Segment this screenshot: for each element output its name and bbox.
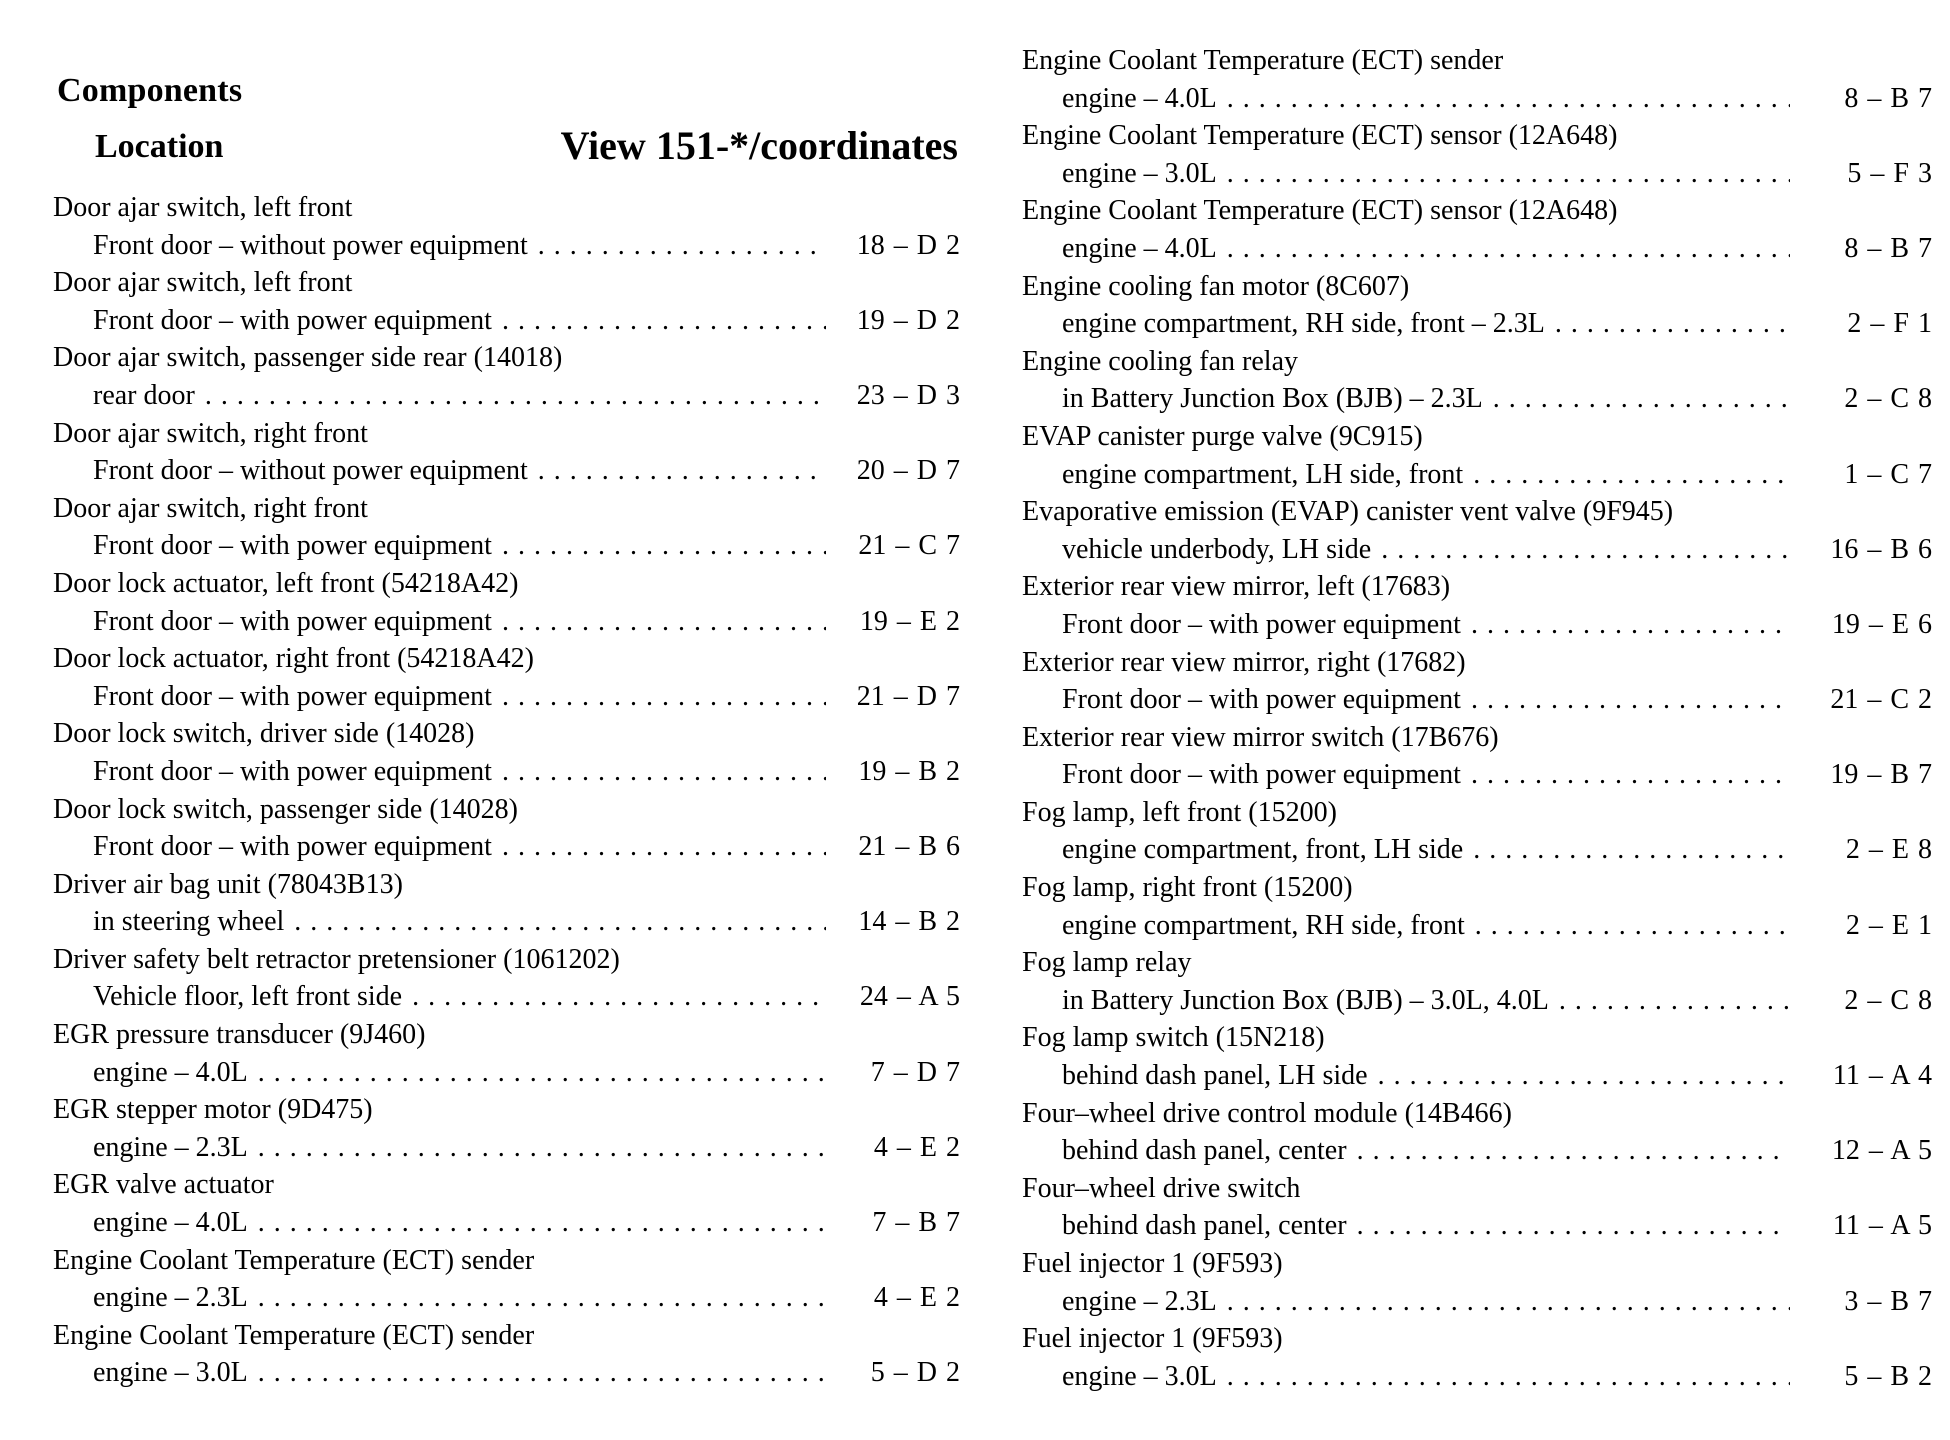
dot-leader: [1473, 456, 1790, 494]
component-name: Engine Coolant Temperature (ECT) sensor (12A648): [1022, 195, 1618, 227]
component-location: engine compartment, RH side, front: [1062, 909, 1465, 941]
dot-leader: [1471, 756, 1790, 794]
location-column-header: Location: [95, 128, 224, 165]
view-coordinate: 2 – E 1: [1845, 909, 1932, 941]
view-column-header: View 151-*/coordinates: [560, 123, 958, 168]
index-entry: [53, 640, 960, 715]
index-entry: [53, 565, 960, 640]
dot-leader: [502, 753, 826, 791]
left-entries-list: [53, 189, 960, 1392]
component-name: Four–wheel drive control module (14B466): [1022, 1097, 1512, 1129]
view-coordinate: 7 – B 7: [872, 1207, 960, 1239]
view-coordinate: 24 – A 5: [859, 981, 960, 1013]
location-row: [53, 1354, 960, 1392]
section-title: Components: [57, 72, 243, 109]
location-row: [53, 678, 960, 716]
component-name: Door lock switch, passenger side (14028): [53, 793, 519, 825]
view-coordinate: 19 – D 2: [856, 304, 960, 336]
component-location: engine – 3.0L: [1062, 1360, 1217, 1392]
dot-leader: [1471, 681, 1790, 719]
location-row: [53, 302, 960, 340]
component-location: Front door – without power equipment: [93, 455, 528, 487]
location-row: [1022, 1283, 1932, 1321]
index-entry: [1022, 869, 1932, 944]
location-row: [1022, 531, 1932, 569]
index-entry: [53, 791, 960, 866]
dot-leader: [538, 452, 826, 490]
component-name: Door lock switch, driver side (14028): [53, 718, 475, 750]
index-entry: [53, 490, 960, 565]
location-row: [1022, 1057, 1932, 1095]
view-coordinate: 5 – B 2: [1844, 1360, 1932, 1392]
view-coordinate: 7 – D 7: [870, 1056, 960, 1088]
location-row: [1022, 80, 1932, 118]
dot-leader: [1227, 1358, 1790, 1396]
component-location: in steering wheel: [93, 906, 285, 938]
dot-leader: [1227, 1283, 1790, 1321]
location-row: [53, 377, 960, 415]
component-name: Evaporative emission (EVAP) canister vent valve (9F945): [1022, 496, 1674, 528]
component-name: Exterior rear view mirror, left (17683): [1022, 571, 1451, 603]
component-location: Front door – with power equipment: [1062, 608, 1461, 640]
view-coordinate: 19 – E 2: [859, 605, 960, 637]
index-entry: [1022, 42, 1932, 117]
dot-leader: [258, 1354, 826, 1392]
index-entry: [1022, 944, 1932, 1019]
location-row: [1022, 681, 1932, 719]
view-coordinate: 19 – B 2: [858, 755, 960, 787]
dot-leader: [1227, 80, 1790, 118]
dot-leader: [1559, 982, 1790, 1020]
location-row: [53, 753, 960, 791]
dot-leader: [1493, 380, 1790, 418]
component-location: Vehicle floor, left front side: [93, 981, 403, 1013]
location-row: [1022, 831, 1932, 869]
component-location: engine compartment, front, LH side: [1062, 834, 1464, 866]
component-location: engine – 4.0L: [93, 1056, 248, 1088]
component-location: in Battery Junction Box (BJB) – 3.0L, 4.0L: [1062, 984, 1549, 1016]
location-row: [53, 828, 960, 866]
component-location: rear door: [93, 379, 195, 411]
component-name: EVAP canister purge valve (9C915): [1022, 420, 1423, 452]
component-location: Front door – with power equipment: [1062, 759, 1461, 791]
dot-leader: [502, 678, 826, 716]
dot-leader: [1357, 1207, 1790, 1245]
view-coordinate: 1 – C 7: [1844, 458, 1932, 490]
component-location: behind dash panel, LH side: [1062, 1060, 1368, 1092]
location-row: [1022, 456, 1932, 494]
location-row: [1022, 907, 1932, 945]
dot-leader: [294, 903, 826, 941]
index-entry: [53, 1166, 960, 1241]
index-entry: [53, 866, 960, 941]
view-coordinate: 12 – A 5: [1831, 1135, 1932, 1167]
view-coordinate: 2 – F 1: [1847, 308, 1932, 340]
index-entry: [53, 1242, 960, 1317]
component-name: Fuel injector 1 (9F593): [1022, 1248, 1283, 1279]
index-entry: [1022, 493, 1932, 568]
location-row: [53, 603, 960, 641]
component-location: Front door – with power equipment: [93, 605, 492, 637]
view-coordinate: 4 – E 2: [873, 1282, 960, 1314]
dot-leader: [412, 978, 826, 1016]
component-name: EGR pressure transducer (9J460): [53, 1019, 426, 1051]
index-entry: [53, 189, 960, 264]
location-row: [1022, 305, 1932, 343]
location-row: [53, 1204, 960, 1242]
dot-leader: [502, 527, 826, 565]
component-name: Door ajar switch, passenger side rear (14018): [53, 342, 563, 374]
location-row: [53, 452, 960, 490]
location-row: [1022, 1132, 1932, 1170]
dot-leader: [1227, 230, 1790, 268]
index-entry: [1022, 1019, 1932, 1094]
dot-leader: [258, 1054, 826, 1092]
component-name: Exterior rear view mirror switch (17B676): [1022, 721, 1499, 753]
view-coordinate: 8 – B 7: [1844, 82, 1932, 114]
component-location: in Battery Junction Box (BJB) – 2.3L: [1062, 383, 1483, 415]
component-location: engine compartment, RH side, front – 2.3L: [1062, 308, 1545, 340]
location-row: [53, 1054, 960, 1092]
dot-leader: [1227, 155, 1790, 193]
index-entry: [1022, 644, 1932, 719]
dot-leader: [1381, 531, 1790, 569]
location-row: [53, 1279, 960, 1317]
dot-leader: [1475, 907, 1790, 945]
component-name: Fuel injector 1 (9F593): [1022, 1323, 1283, 1355]
component-location: engine – 3.0L: [93, 1357, 248, 1389]
view-coordinate: 11 – A 5: [1832, 1210, 1932, 1242]
index-entry: [53, 264, 960, 339]
location-row: [1022, 155, 1932, 193]
view-coordinate: 19 – E 6: [1831, 608, 1932, 640]
dot-leader: [538, 227, 826, 265]
component-name: EGR stepper motor (9D475): [53, 1094, 373, 1126]
view-coordinate: 8 – B 7: [1844, 232, 1932, 264]
component-location: engine – 4.0L: [1062, 232, 1217, 264]
component-location: Front door – with power equipment: [93, 304, 492, 336]
index-entry: [1022, 1095, 1932, 1170]
view-coordinate: 19 – B 7: [1830, 759, 1932, 791]
location-row: [1022, 1358, 1932, 1396]
location-row: [53, 227, 960, 265]
component-location: engine – 3.0L: [1062, 157, 1217, 189]
component-location: engine – 2.3L: [1062, 1285, 1217, 1317]
component-name: Engine Coolant Temperature (ECT) sender: [53, 1244, 535, 1276]
component-name: Fog lamp, left front (15200): [1022, 796, 1337, 828]
dot-leader: [205, 377, 826, 415]
index-entry: [53, 1016, 960, 1091]
index-entry: [1022, 117, 1932, 192]
component-name: Driver safety belt retractor pretensioner (1061202): [53, 943, 620, 975]
index-entry: [1022, 418, 1932, 493]
view-coordinate: 2 – C 8: [1844, 383, 1932, 415]
view-coordinate: 21 – D 7: [856, 680, 960, 712]
location-row: [1022, 606, 1932, 644]
index-entry: [1022, 1320, 1932, 1395]
component-name: Door ajar switch, left front: [53, 192, 353, 223]
component-name: Door ajar switch, right front: [53, 492, 368, 524]
view-coordinate: 2 – C 8: [1844, 984, 1932, 1016]
component-location: Front door – with power equipment: [93, 755, 492, 787]
index-entry: [1022, 343, 1932, 418]
component-location: Front door – with power equipment: [93, 831, 492, 863]
location-row: [53, 527, 960, 565]
view-coordinate: 21 – B 6: [858, 831, 960, 863]
dot-leader: [258, 1204, 826, 1242]
view-coordinate: 5 – D 2: [870, 1357, 960, 1389]
component-name: Door lock actuator, left front (54218A42): [53, 567, 519, 599]
location-row: [1022, 1207, 1932, 1245]
location-row: [53, 1129, 960, 1167]
component-name: Exterior rear view mirror, right (17682): [1022, 646, 1466, 678]
index-entry: [1022, 568, 1932, 643]
location-row: [53, 978, 960, 1016]
location-row: [1022, 756, 1932, 794]
view-coordinate: 2 – E 8: [1845, 834, 1932, 866]
view-coordinate: 16 – B 6: [1830, 533, 1932, 565]
index-entry: [53, 715, 960, 790]
component-name: Engine Coolant Temperature (ECT) sensor (12A648): [1022, 120, 1618, 152]
view-coordinate: 18 – D 2: [856, 229, 960, 261]
view-coordinate: 3 – B 7: [1844, 1285, 1932, 1317]
dot-leader: [1471, 606, 1790, 644]
component-location: Front door – with power equipment: [1062, 684, 1461, 716]
dot-leader: [502, 302, 826, 340]
component-location: engine – 4.0L: [93, 1207, 248, 1239]
index-entry: [1022, 1245, 1932, 1320]
component-location: engine compartment, LH side, front: [1062, 458, 1464, 490]
component-name: Engine cooling fan motor (8C607): [1022, 270, 1410, 302]
view-coordinate: 11 – A 4: [1832, 1060, 1932, 1092]
component-name: Door lock actuator, right front (54218A42): [53, 643, 534, 675]
view-coordinate: 4 – E 2: [873, 1131, 960, 1163]
index-entry: [1022, 719, 1932, 794]
dot-leader: [1357, 1132, 1790, 1170]
dot-leader: [1378, 1057, 1790, 1095]
view-coordinate: 21 – C 2: [1830, 684, 1932, 716]
component-location: engine – 2.3L: [93, 1131, 248, 1163]
index-entry: [1022, 192, 1932, 267]
dot-leader: [1473, 831, 1790, 869]
component-location: Front door – with power equipment: [93, 680, 492, 712]
component-name: Door ajar switch, right front: [53, 417, 368, 449]
dot-leader: [258, 1279, 826, 1317]
index-entry: [1022, 268, 1932, 343]
index-entry: [53, 415, 960, 490]
component-name: Driver air bag unit (78043B13): [53, 868, 403, 900]
view-coordinate: 14 – B 2: [858, 906, 960, 938]
view-coordinate: 20 – D 7: [856, 455, 960, 487]
location-row: [1022, 380, 1932, 418]
component-name: Engine Coolant Temperature (ECT) sender: [53, 1319, 535, 1351]
component-location: behind dash panel, center: [1062, 1210, 1347, 1242]
component-name: Fog lamp relay: [1022, 947, 1192, 979]
component-location: engine – 2.3L: [93, 1282, 248, 1314]
component-name: Engine Coolant Temperature (ECT) sender: [1022, 45, 1504, 76]
view-coordinate: 5 – F 3: [1847, 157, 1932, 189]
index-entry: [53, 941, 960, 1016]
dot-leader: [258, 1129, 826, 1167]
index-entry: [53, 1317, 960, 1392]
index-entry: [53, 339, 960, 414]
component-name: Engine cooling fan relay: [1022, 345, 1299, 377]
dot-leader: [1555, 305, 1790, 343]
component-location: vehicle underbody, LH side: [1062, 533, 1372, 565]
view-coordinate: 21 – C 7: [858, 530, 960, 562]
location-row: [1022, 982, 1932, 1020]
component-location: engine – 4.0L: [1062, 82, 1217, 114]
component-name: EGR valve actuator: [53, 1169, 274, 1201]
view-coordinate: 23 – D 3: [856, 379, 960, 411]
component-name: Four–wheel drive switch: [1022, 1172, 1301, 1204]
component-name: Door ajar switch, left front: [53, 267, 353, 299]
component-name: Fog lamp switch (15N218): [1022, 1022, 1325, 1054]
index-entry: [1022, 794, 1932, 869]
location-row: [53, 903, 960, 941]
right-entries-list: [1022, 42, 1932, 1395]
component-name: Fog lamp, right front (15200): [1022, 872, 1353, 904]
component-location: Front door – without power equipment: [93, 229, 528, 261]
location-row: [1022, 230, 1932, 268]
index-entry: [53, 1091, 960, 1166]
dot-leader: [502, 828, 826, 866]
component-location: Front door – with power equipment: [93, 530, 492, 562]
component-location: behind dash panel, center: [1062, 1135, 1347, 1167]
dot-leader: [502, 603, 826, 641]
index-entry: [1022, 1170, 1932, 1245]
